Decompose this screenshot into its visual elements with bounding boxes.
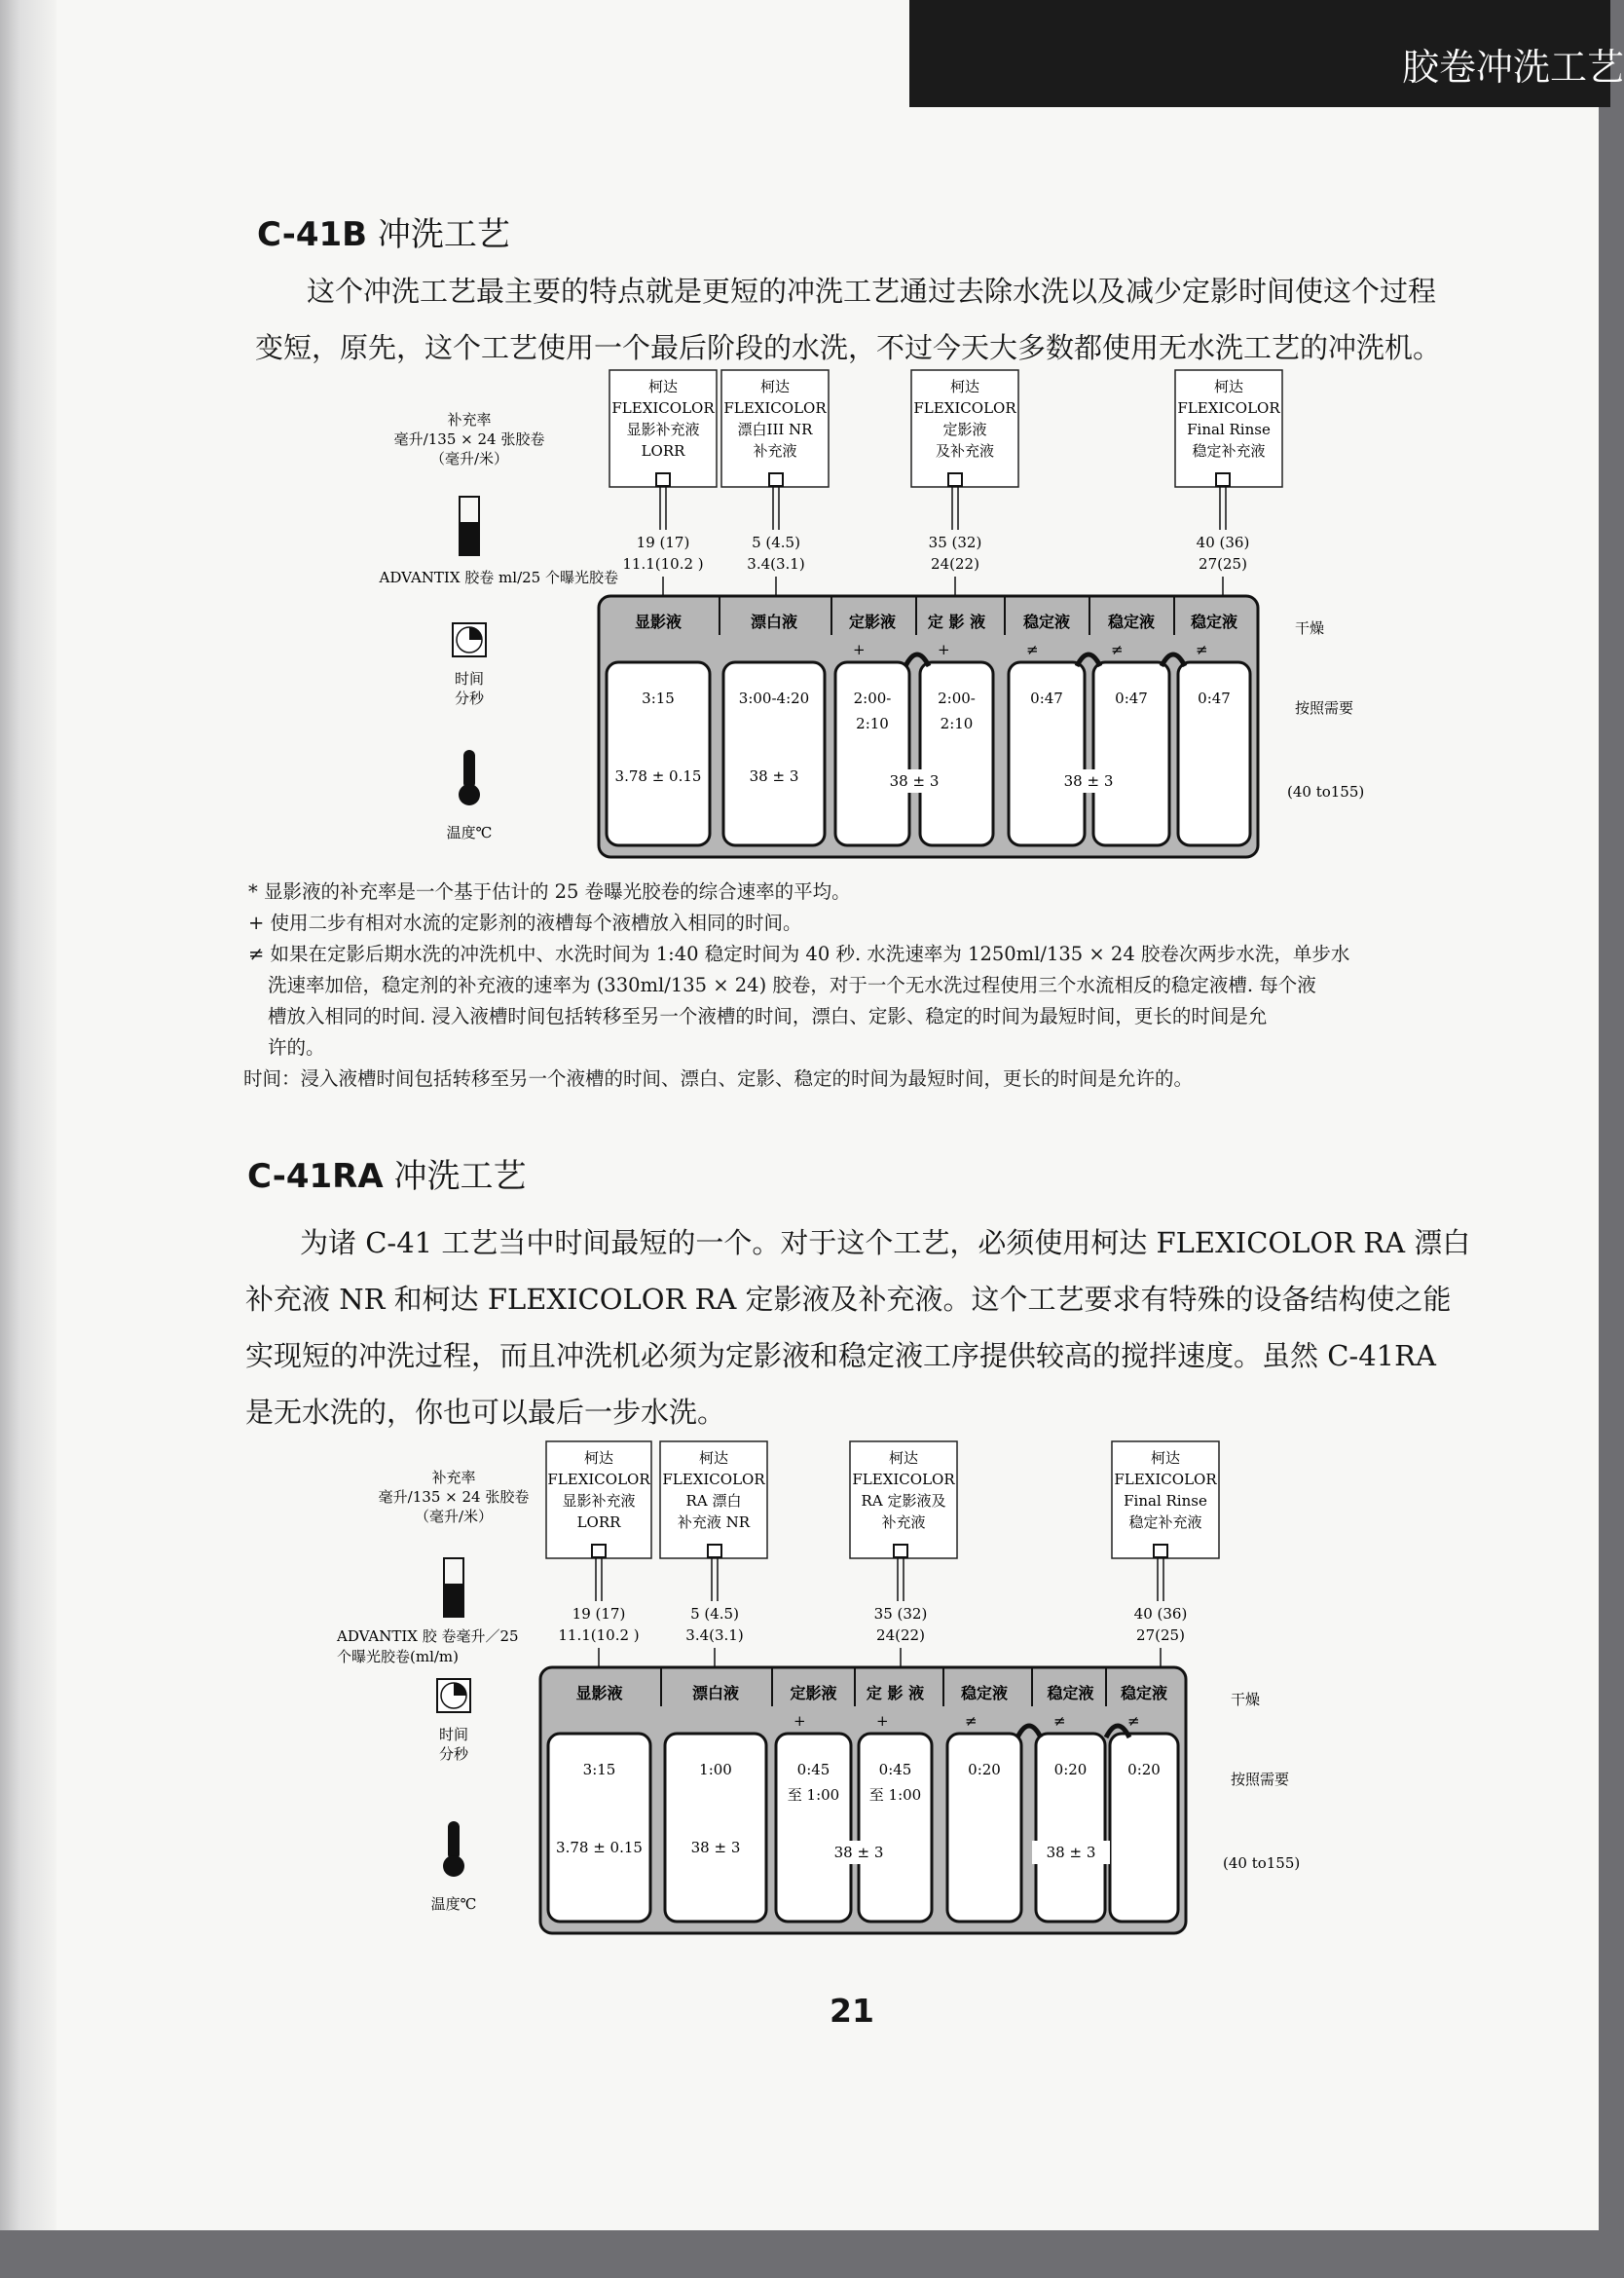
- replenish-rate: 40 (36): [1196, 534, 1250, 551]
- tank-time: 3:00-4:20: [738, 690, 810, 707]
- thermometer-bulb: [459, 784, 480, 805]
- replenish-rate-advantix: 27(25): [1136, 1626, 1185, 1644]
- advantix-label: ADVANTIX 胶卷 ml/25 个曝光胶卷: [379, 569, 618, 586]
- tank-label: 稳定液: [1120, 1684, 1168, 1702]
- replenish-rate: 5 (4.5): [690, 1605, 739, 1623]
- cylinder-fill: [460, 522, 479, 555]
- thermometer-icon: [463, 750, 475, 789]
- advantix-label: ADVANTIX 胶 卷毫升／25: [337, 1627, 519, 1645]
- valve-icon: [894, 1545, 907, 1557]
- chemical-box-line: 柯达: [698, 1449, 729, 1467]
- chemical-box-line: 稳定补充液: [1192, 442, 1266, 460]
- legend-time-text: 分秒: [454, 690, 485, 707]
- para-line: 是无水洗的，你也可以最后一步水洗。: [245, 1396, 726, 1429]
- tank-temperature: 3.78 ± 0.15: [556, 1839, 643, 1856]
- tank-label: 定 影 液: [927, 613, 986, 631]
- advantix-label: 个曝光胶卷(ml/m): [337, 1648, 460, 1665]
- tank-mark: ≠: [1196, 641, 1208, 658]
- tank-label: 显影液: [634, 613, 683, 631]
- chemical-box-line: 柯达: [647, 378, 679, 395]
- replenish-rate-advantix: 27(25): [1199, 555, 1247, 573]
- tank-time: 0:20: [968, 1761, 1001, 1778]
- para-line: 为诸 C-41 工艺当中时间最短的一个。对于这个工艺，必须使用柯达 FLEXICOLOR RA 漂白: [300, 1226, 1471, 1259]
- chemical-box-line: 补充液: [753, 442, 797, 460]
- cylinder-fill: [444, 1584, 463, 1617]
- tank-time: 0:20: [1053, 1761, 1088, 1778]
- intro-paragraph-c41ra: [300, 1214, 1470, 1271]
- tank-mark: +: [853, 641, 866, 658]
- tank-mark: ≠: [1053, 1712, 1066, 1730]
- as-needed-label: 按照需要: [1231, 1771, 1290, 1788]
- legend-rate-text: 补充率: [431, 1469, 476, 1486]
- tank-time: 2:10: [856, 715, 889, 732]
- tank-label: 稳定液: [1190, 613, 1238, 631]
- replenish-rate-advantix: 11.1(10.2 ): [558, 1626, 640, 1644]
- legend-temp-text: 温度℃: [446, 824, 493, 841]
- chemical-box-line: FLEXICOLOR: [662, 1471, 765, 1488]
- as-needed-label: 按照需要: [1295, 699, 1354, 717]
- dryer-range: (40 to155): [1287, 783, 1365, 801]
- chemical-box-line: 及补充液: [935, 442, 995, 460]
- legend-rate-text: 毫升/135 × 24 张胶卷: [393, 430, 545, 448]
- tank-time: 0:45: [878, 1761, 912, 1778]
- footnote: + 使用二步有相对水流的定影剂的液槽每个液槽放入相同的时间。: [248, 912, 802, 934]
- chemical-box-line: 柯达: [583, 1449, 614, 1467]
- tank-time: 3:15: [642, 690, 675, 707]
- tank-temperature: 38 ± 3: [749, 767, 799, 785]
- chemical-box-line: FLEXICOLOR: [852, 1471, 955, 1488]
- chemical-box-line: FLEXICOLOR: [723, 399, 827, 417]
- chemical-box-line: Final Rinse: [1187, 421, 1271, 438]
- tank-time: 2:00-: [938, 690, 976, 707]
- tank-label: 稳定液: [960, 1684, 1009, 1702]
- tank-label: 定 影 液: [866, 1684, 925, 1702]
- para-line: 这个冲洗工艺最主要的特点就是更短的冲洗工艺通过去除水洗以及减少定影时间使这个过程: [307, 275, 1437, 308]
- replenish-rate: 19 (17): [636, 534, 690, 551]
- section-title-c41ra: [247, 1149, 526, 1197]
- chemical-box-line: LORR: [641, 442, 685, 460]
- legend-time-text: 分秒: [438, 1745, 469, 1763]
- tank-time: 至 1:00: [787, 1786, 840, 1804]
- valve-icon: [708, 1545, 721, 1557]
- footnote: 许的。: [268, 1036, 325, 1059]
- footnotes-c41b: [243, 877, 1485, 1095]
- valve-icon: [592, 1545, 606, 1557]
- tank-temperature: 38 ± 3: [690, 1839, 741, 1856]
- para-line: 补充液 NR 和柯达 FLEXICOLOR RA 定影液及补充液。这个工艺要求有特殊的设备结构使之能: [245, 1283, 1452, 1316]
- chemical-box-line: FLEXICOLOR: [1114, 1471, 1217, 1488]
- tank-mark: +: [938, 641, 950, 658]
- replenish-rate-advantix: 3.4(3.1): [747, 555, 805, 573]
- chemical-box-line: 补充液 NR: [677, 1513, 751, 1531]
- replenish-rate-advantix: 3.4(3.1): [685, 1626, 744, 1644]
- chemical-box-line: 柯达: [949, 378, 980, 395]
- chemical-box-line: 显影补充液: [626, 421, 700, 438]
- process-diagram-c41b: [0, 360, 1610, 877]
- tank-label: 稳定液: [1022, 613, 1071, 631]
- chemical-box-line: 柯达: [759, 378, 791, 395]
- legend-rate-text: 毫升/135 × 24 张胶卷: [378, 1488, 530, 1506]
- valve-icon: [1154, 1545, 1167, 1557]
- replenish-rate-advantix: 11.1(10.2 ): [622, 555, 704, 573]
- chemical-box-line: 稳定补充液: [1128, 1513, 1202, 1531]
- chemical-box-line: Final Rinse: [1124, 1492, 1207, 1510]
- tank-label: 稳定液: [1047, 1684, 1094, 1702]
- section-code: C-41RA: [247, 1157, 384, 1196]
- tank-time: 0:47: [1198, 690, 1231, 707]
- shared-temperature: 38 ± 3: [1046, 1844, 1096, 1861]
- para-line: 实现短的冲洗过程，而且冲洗机必须为定影液和稳定液工序提供较高的搅拌速度。虽然 C-41RA: [245, 1339, 1436, 1372]
- replenish-rate-advantix: 24(22): [931, 555, 979, 573]
- para-line: 变短，原先，这个工艺使用一个最后阶段的水洗，不过今天大多数都使用无水洗工艺的冲洗机。: [255, 331, 1442, 364]
- tank-label: 漂白液: [750, 613, 798, 631]
- chemical-box-line: FLEXICOLOR: [547, 1471, 650, 1488]
- section-code: C-41B: [257, 215, 368, 254]
- section-title-text: 冲洗工艺: [393, 1157, 527, 1196]
- legend-temp-text: 温度℃: [430, 1895, 477, 1913]
- replenish-rate: 40 (36): [1133, 1605, 1188, 1623]
- chemical-box-line: FLEXICOLOR: [611, 399, 715, 417]
- tank-mark: +: [876, 1712, 889, 1730]
- chemical-box-line: 柯达: [1150, 1449, 1181, 1467]
- tank-mark: ≠: [1026, 641, 1039, 658]
- chemical-box-line: 显影补充液: [562, 1492, 636, 1510]
- chemical-box-line: FLEXICOLOR: [913, 399, 1016, 417]
- tank-time: 0:45: [796, 1761, 830, 1778]
- process-diagram-c41ra: [0, 1422, 1610, 1948]
- tank-time: 1:00: [699, 1761, 732, 1778]
- tank-time: 3:15: [582, 1761, 616, 1778]
- valve-icon: [656, 473, 670, 486]
- tank-time: 0:20: [1127, 1761, 1161, 1778]
- valve-icon: [769, 473, 783, 486]
- shared-temperature: 38 ± 3: [833, 1844, 884, 1861]
- chemical-box-line: RA 定影液及: [861, 1492, 946, 1510]
- dryer-range: (40 to155): [1223, 1854, 1301, 1872]
- chemical-box-line: 定影液: [942, 421, 987, 438]
- tank-time: 0:47: [1030, 690, 1063, 707]
- replenish-rate-advantix: 24(22): [876, 1626, 925, 1644]
- shared-temperature: 38 ± 3: [889, 772, 940, 790]
- legend-time-text: 时间: [454, 670, 485, 688]
- legend-rate-text: 补充率: [447, 411, 492, 429]
- page-number: 21: [830, 1992, 874, 2030]
- shared-temperature: 38 ± 3: [1063, 772, 1114, 790]
- replenish-rate: 5 (4.5): [752, 534, 800, 551]
- legend-rate-text: （毫升/米）: [429, 450, 509, 467]
- chemical-box-line: 漂白III NR: [737, 421, 813, 438]
- intro-paragraph-c41ra-cont: [245, 1271, 1452, 1440]
- header-title: 胶卷冲洗工艺: [1402, 46, 1624, 89]
- chemical-box-line: RA 漂白: [685, 1492, 742, 1510]
- dryer-label: 干燥: [1231, 1691, 1261, 1708]
- dryer-label: 干燥: [1295, 619, 1325, 637]
- valve-icon: [948, 473, 962, 486]
- chemical-box-line: LORR: [576, 1513, 621, 1531]
- chemical-box-line: FLEXICOLOR: [1177, 399, 1280, 417]
- footnote: 洗速率加倍，稳定剂的补充液的速率为 (330ml/135 × 24) 胶卷，对于一个无水洗过程使用三个水流相反的稳定液槽. 每个液: [268, 974, 1316, 996]
- tank-mark: ≠: [1111, 641, 1124, 658]
- tank-label: 稳定液: [1107, 613, 1156, 631]
- thermometer-icon: [448, 1821, 460, 1860]
- tank-temperature: 3.78 ± 0.15: [614, 767, 702, 785]
- tank-mark: +: [794, 1712, 806, 1730]
- tank-time: 2:00-: [853, 690, 892, 707]
- footnote: 槽放入相同的时间. 浸入液槽时间包括转移至另一个液槽的时间，漂白、定影、稳定的时间为最短时间，更长的时间是允: [268, 1005, 1268, 1027]
- intro-paragraph-c41b: [307, 263, 1436, 319]
- tank-time: 0:47: [1115, 690, 1148, 707]
- replenish-rate: 35 (32): [873, 1605, 928, 1623]
- tank-time: 至 1:00: [868, 1786, 922, 1804]
- tank-label: 定影液: [848, 613, 897, 631]
- section-title-c41b: [257, 207, 510, 255]
- tank-time: 2:10: [940, 715, 974, 732]
- footnote: ≠ 如果在定影后期水洗的冲洗机中、水洗时间为 1:40 稳定时间为 40 秒. 水洗速率为 1250ml/135 × 24 胶卷次两步水洗，单步水: [248, 943, 1350, 965]
- replenish-rate: 19 (17): [572, 1605, 626, 1623]
- chemical-box-line: 柯达: [888, 1449, 919, 1467]
- footnote: 时间：浸入液槽时间包括转移至另一个液槽的时间、漂白、定影、稳定的时间为最短时间，更长的时间是允许的。: [243, 1067, 1194, 1090]
- tank-mark: ≠: [1127, 1712, 1140, 1730]
- thermometer-bulb: [443, 1855, 464, 1877]
- legend-time-text: 时间: [438, 1726, 469, 1743]
- chemical-box-line: 补充液: [881, 1513, 926, 1531]
- chemical-box-line: 柯达: [1213, 378, 1244, 395]
- legend-rate-text: （毫升/米）: [414, 1508, 494, 1525]
- replenish-rate: 35 (32): [928, 534, 982, 551]
- tank-label: 显影液: [575, 1684, 623, 1702]
- footnote: * 显影液的补充率是一个基于估计的 25 卷曝光胶卷的综合速率的平均。: [248, 880, 851, 903]
- tank-mark: ≠: [965, 1712, 978, 1730]
- valve-icon: [1216, 473, 1230, 486]
- tank-label: 定影液: [790, 1684, 837, 1702]
- tank-label: 漂白液: [691, 1684, 740, 1702]
- section-title-text: 冲洗工艺: [377, 215, 510, 254]
